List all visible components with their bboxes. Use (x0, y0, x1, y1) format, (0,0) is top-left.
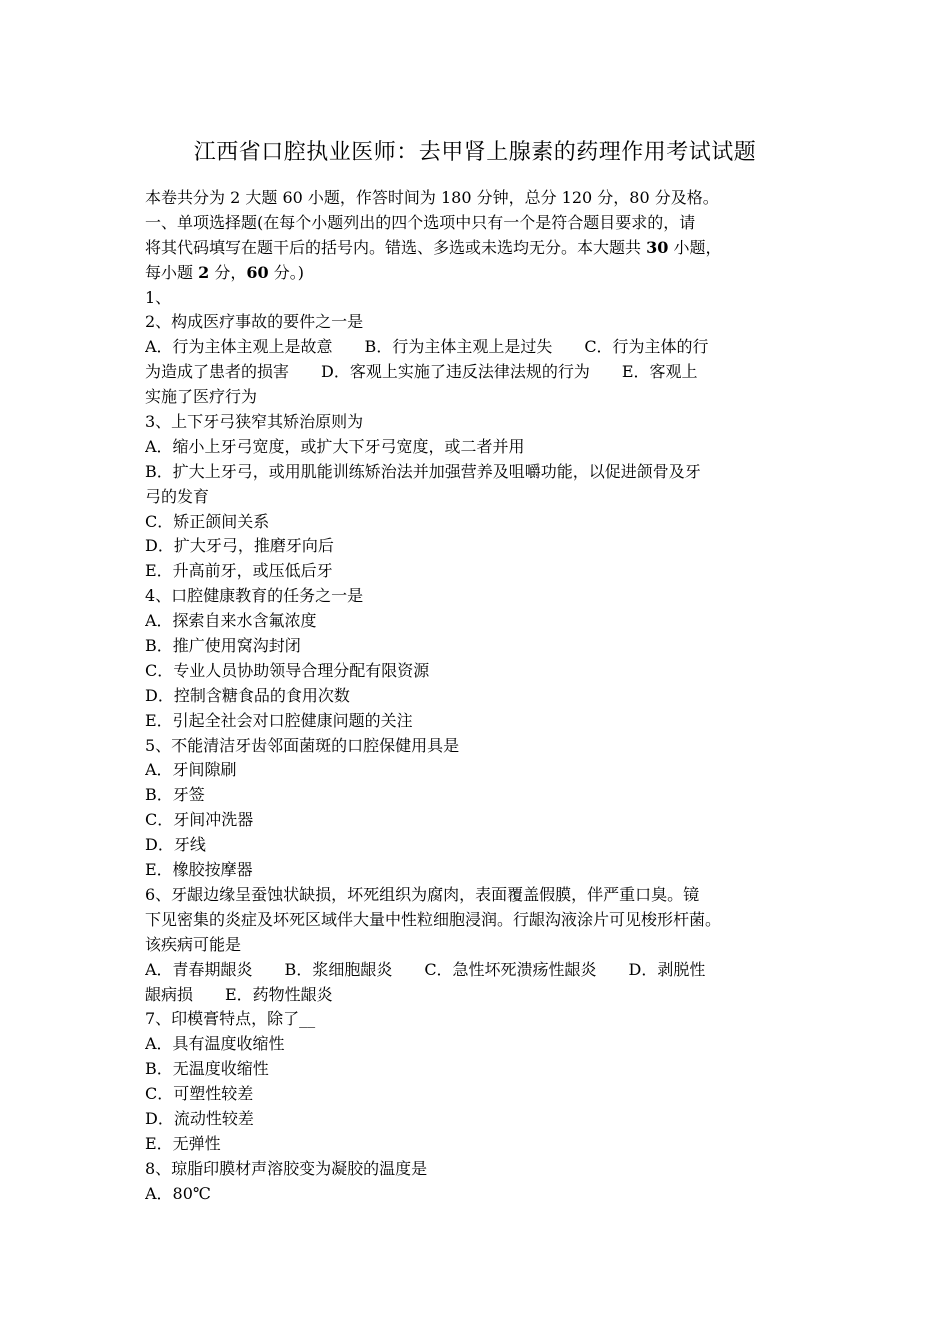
question-7-option-e: E．无弹性 (145, 1133, 221, 1153)
document-body (145, 186, 813, 1207)
question-count: 30 (646, 237, 669, 257)
question-3-option-b: B．扩大上牙弓，或用肌能训练矫治法并加强营养及咀嚼功能，以促进颌骨及牙 (145, 461, 701, 481)
question-3-option-a: A．缩小上牙弓宽度，或扩大下牙弓宽度，或二者并用 (145, 436, 525, 456)
question-8-option-a: A．80℃ (145, 1183, 211, 1203)
question-4-option-e: E．引起全社会对口腔健康问题的关注 (145, 710, 413, 730)
question-5-option-c: C．牙间冲洗器 (145, 810, 254, 830)
question-6-options-line-2: 龈病损 E．药物性龈炎 (145, 984, 333, 1004)
question-7-stem: 7、印模膏特点，除了__ (145, 1009, 316, 1029)
question-8-stem: 8、琼脂印膜材声溶胶变为凝胶的温度是 (145, 1158, 428, 1178)
question-5-option-e: E．橡胶按摩器 (145, 860, 253, 880)
score-each: 2 (198, 262, 210, 282)
question-7-option-d: D．流动性较差 (145, 1108, 254, 1128)
question-4-option-d: D．控制含糖食品的食用次数 (145, 685, 350, 705)
question-4-stem: 4、口腔健康教育的任务之一是 (145, 586, 364, 606)
question-3-stem: 3、上下牙弓狭窄其矫治原则为 (145, 412, 364, 432)
question-2-options-line-1: A．行为主体主观上是故意 B．行为主体主观上是过失 C．行为主体的行 (145, 337, 709, 357)
question-7-option-c: C．可塑性较差 (145, 1084, 254, 1104)
section-heading-line-3: 每小题 2 分，60 分。) (145, 262, 304, 282)
page-title: 江西省口腔执业医师：去甲肾上腺素的药理作用考试试题 (193, 140, 757, 165)
exam-intro: 本卷共分为 2 大题 60 小题，作答时间为 180 分钟，总分 120 分，80 分及格。 (145, 188, 719, 207)
question-3-option-d: D．扩大牙弓，推磨牙向后 (145, 536, 334, 556)
question-3-option-e: E．升高前牙，或压低后牙 (145, 561, 333, 581)
question-3-option-c: C．矫正颌间关系 (145, 511, 270, 531)
question-2-options-line-3: 实施了医疗行为 (145, 387, 258, 407)
question-4-option-b: B．推广使用窝沟封闭 (145, 636, 301, 656)
question-2-stem: 2、构成医疗事故的要件之一是 (145, 312, 364, 332)
question-7-option-b: B．无温度收缩性 (145, 1059, 269, 1079)
question-5-option-d: D．牙线 (145, 835, 206, 855)
score-total: 60 (246, 262, 269, 282)
question-2-options-line-2: 为造成了患者的损害 D．客观上实施了违反法律法规的行为 E．客观上 (145, 362, 698, 382)
question-3-option-b-cont: 弓的发育 (145, 486, 210, 506)
question-6-options-line-1: A．青春期龈炎 B．浆细胞龈炎 C．急性坏死溃疡性龈炎 D．剥脱性 (145, 959, 706, 979)
question-5-option-b: B．牙签 (145, 785, 205, 805)
question-6-stem-line-3: 该疾病可能是 (145, 934, 242, 954)
question-5-stem: 5、不能清洁牙齿邻面菌斑的口腔保健用具是 (145, 735, 460, 755)
question-7-option-a: A．具有温度收缩性 (145, 1034, 285, 1054)
section-heading-line-1: 一、单项选择题(在每个小题列出的四个选项中只有一个是符合题目要求的，请 (145, 212, 696, 232)
question-6-stem-line-2: 下见密集的炎症及坏死区域伴大量中性粒细胞浸润。行龈沟液涂片可见梭形杆菌。 (145, 909, 722, 929)
question-6-stem-line-1: 6、牙龈边缘呈蚕蚀状缺损，坏死组织为腐肉，表面覆盖假膜，伴严重口臭。镜 (145, 884, 700, 904)
question-1-stem: 1、 (145, 287, 172, 307)
question-4-option-c: C．专业人员协助领导合理分配有限资源 (145, 660, 430, 680)
question-4-option-a: A．探索自来水含氟浓度 (145, 611, 317, 631)
question-5-option-a: A．牙间隙刷 (145, 760, 237, 780)
section-heading-line-2: 将其代码填写在题干后的括号内。错选、多选或未选均无分。本大题共 30 小题， (145, 237, 722, 257)
